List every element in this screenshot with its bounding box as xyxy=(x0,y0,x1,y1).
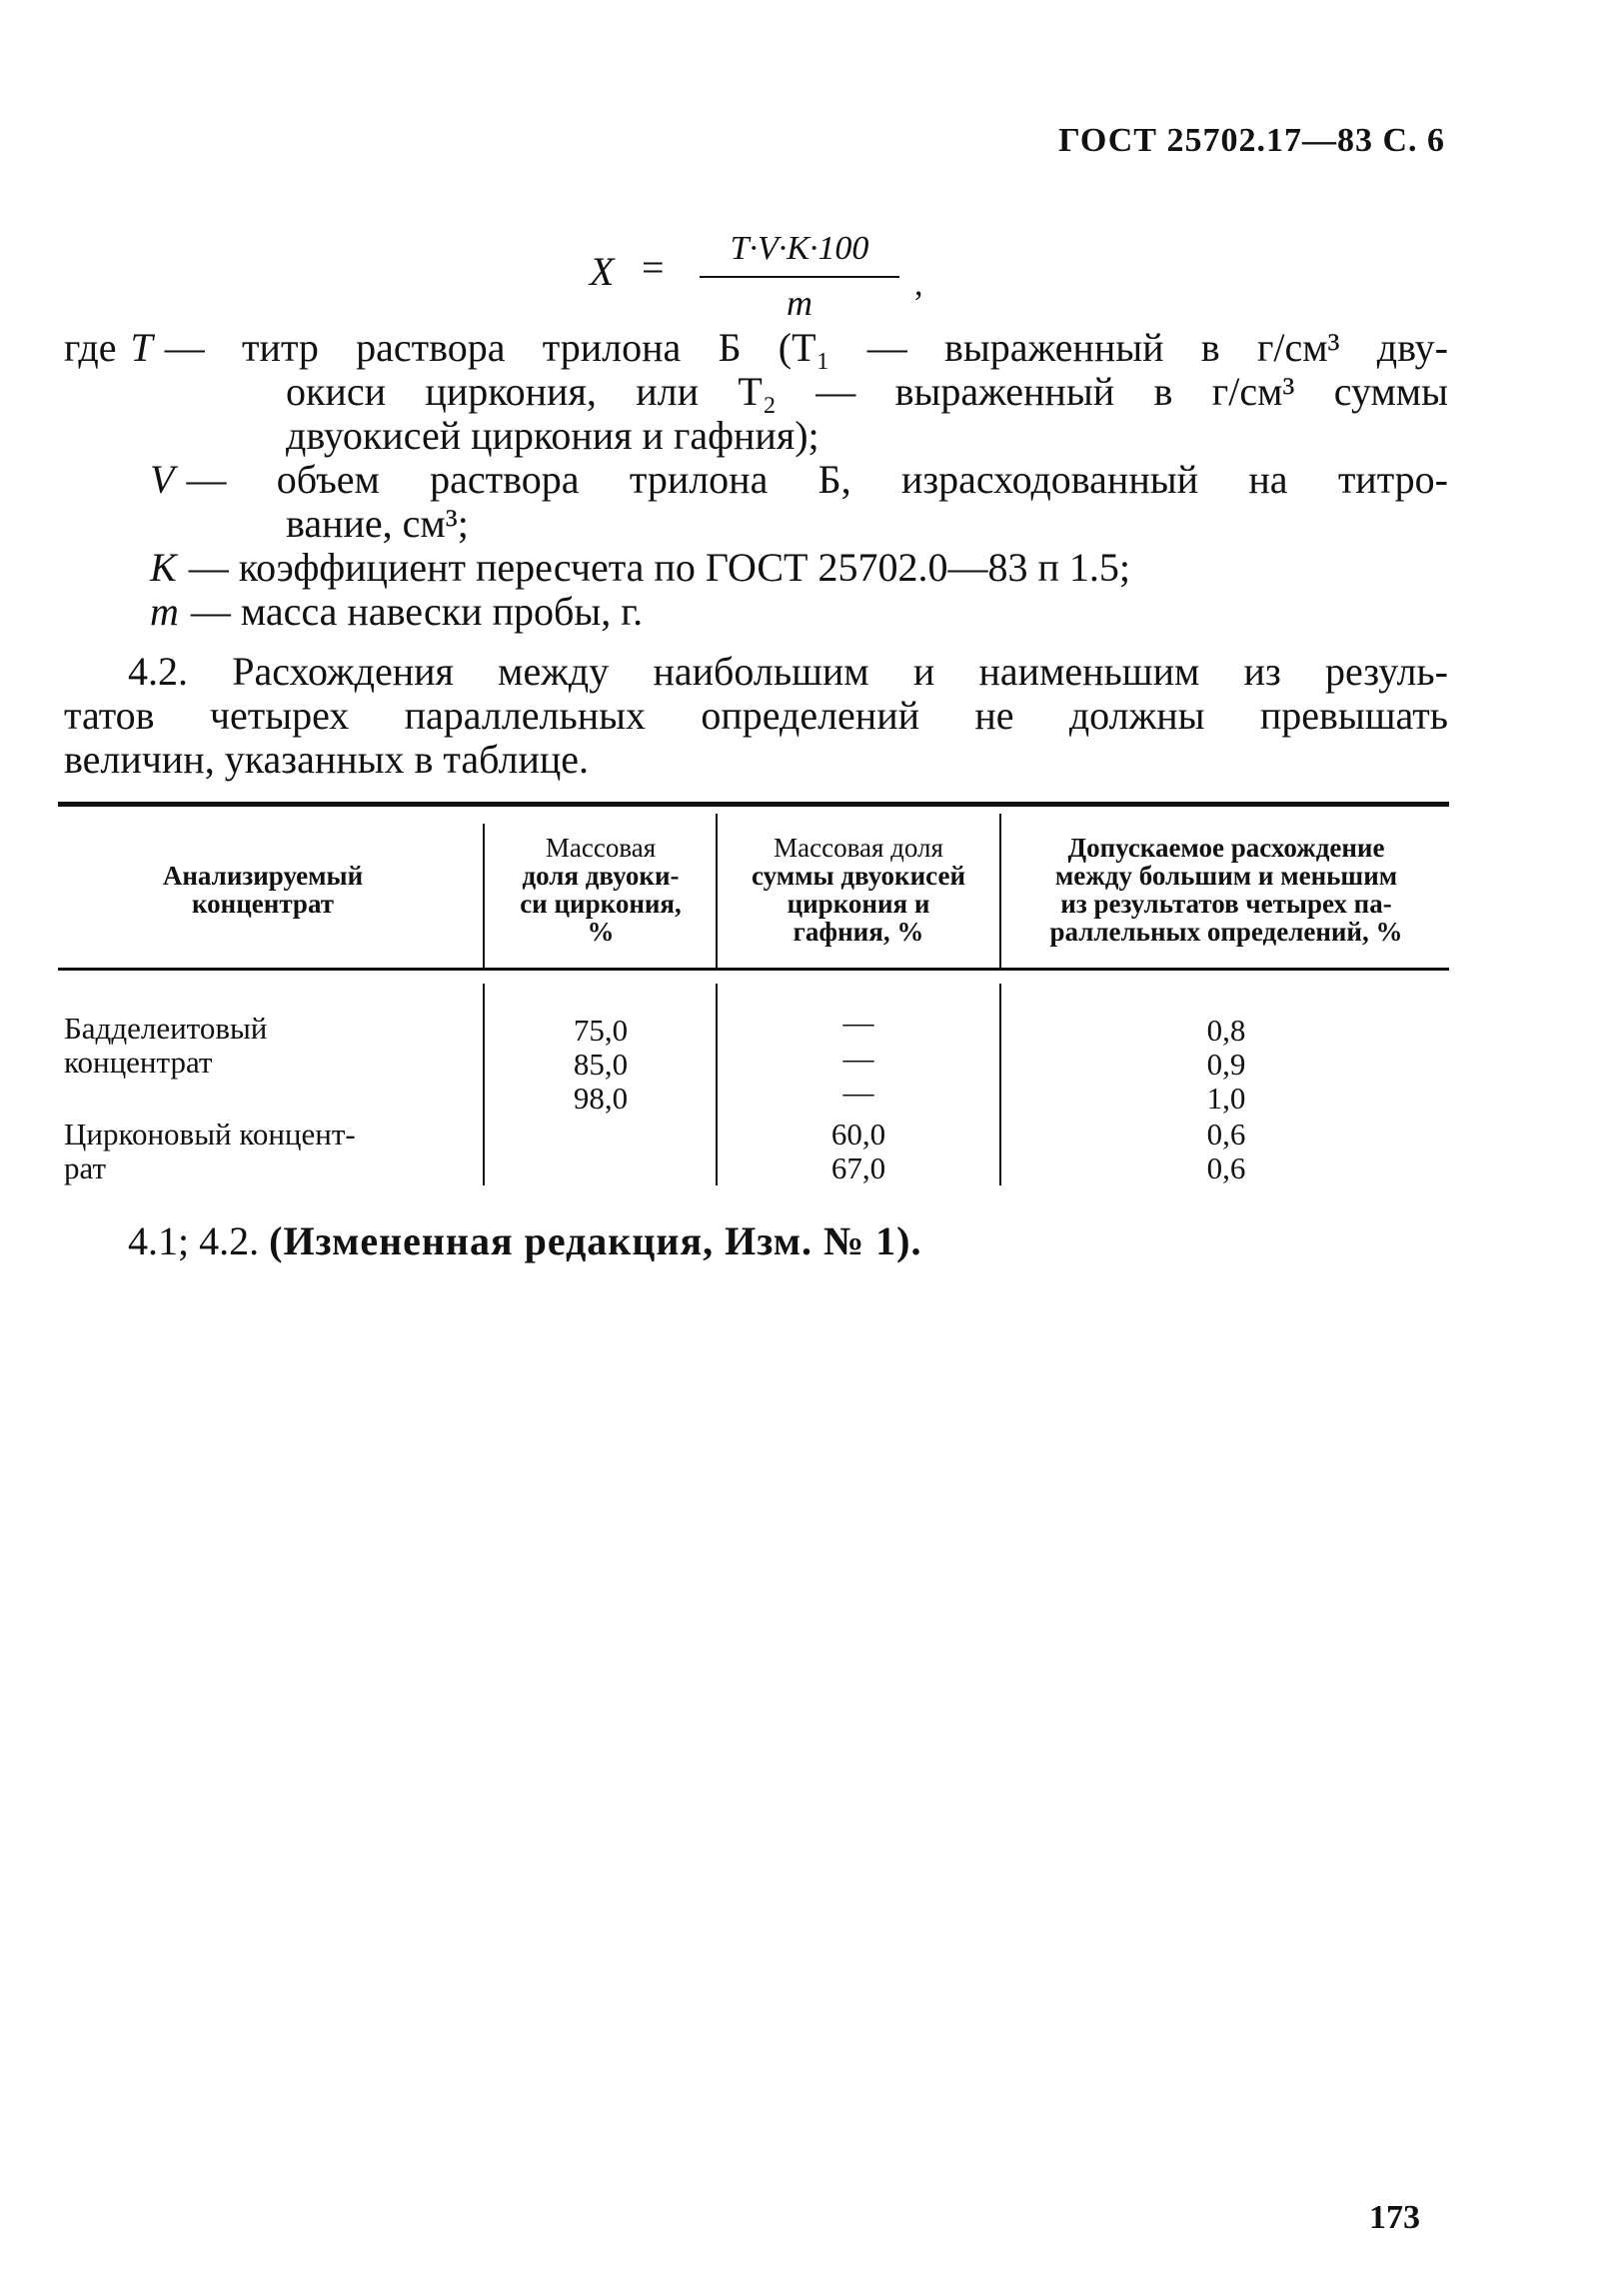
paragraph-line: татов четырех параллельных определений не должны превышать xyxy=(64,693,1448,738)
note-prefix: 4.1; 4.2. xyxy=(128,1218,260,1263)
cell-zr: 75,0 xyxy=(573,1013,629,1048)
definition-line: двуокисей циркония и гафния); xyxy=(286,413,819,458)
table-top-rule xyxy=(58,802,1449,807)
cell-zr: 98,0 xyxy=(573,1081,629,1116)
paragraph-line: 4.2. Расхождения между наибольшим и наименьшим из резуль- xyxy=(128,649,1448,694)
column-divider xyxy=(999,814,1001,969)
cell-diff: 0,9 xyxy=(1206,1047,1246,1082)
header-line: концентрат xyxy=(191,889,335,919)
cell-diff: 1,0 xyxy=(1206,1081,1246,1116)
cell-sum: — xyxy=(842,1075,874,1110)
definition-line: окиси циркония, или T₂ — выраженный в г/см³ суммы xyxy=(286,369,1448,414)
cell-sum: 60,0 xyxy=(830,1117,886,1151)
definition-line: вание, см³; xyxy=(286,501,469,546)
header-line: суммы двуокисей xyxy=(752,861,965,891)
cell-sum: 67,0 xyxy=(830,1150,886,1185)
header-line: гафния, % xyxy=(793,917,924,947)
definition-line: — объем раствора трилона Б, израсходованный на титро- xyxy=(186,457,1448,502)
definition-symbol: V xyxy=(150,457,175,502)
note-bold: (Измененная редакция, Изм. № 1). xyxy=(269,1218,922,1263)
definition-line: — титр раствора трилона Б (T₁ — выраженный в г/см³ дву- xyxy=(164,325,1448,370)
header-line: раллельных определений, % xyxy=(1049,917,1403,947)
header-sum-fraction xyxy=(720,834,997,946)
cell-sum: — xyxy=(842,1005,874,1040)
cell-zr: 85,0 xyxy=(573,1047,629,1082)
definition-symbol: m xyxy=(150,589,179,634)
definition-lead: где xyxy=(64,325,117,370)
formula-lhs: X xyxy=(590,249,615,294)
cell-diff: 0,6 xyxy=(1206,1117,1246,1151)
header-line: Массовая xyxy=(545,833,657,863)
definition-k xyxy=(150,546,1448,590)
definitions xyxy=(64,326,1448,634)
header-line: между большим и меньшим xyxy=(1054,861,1398,891)
header-line: доля двуоки- xyxy=(522,861,680,891)
definition-m xyxy=(150,590,1448,634)
paragraph-4-2 xyxy=(64,650,1448,782)
definition-line: — коэффициент пересчета по ГОСТ 25702.0—83 п 1.5; xyxy=(188,545,1130,590)
cell-sum: — xyxy=(842,1041,874,1076)
amendment-note xyxy=(128,1217,921,1264)
definition-t xyxy=(64,326,1448,458)
header-line: Массовая доля xyxy=(774,833,943,863)
header-line: Анализируемый xyxy=(162,861,364,891)
table-header-rule xyxy=(58,968,1449,971)
header-zr-fraction xyxy=(490,834,712,946)
formula-numerator: T·V·K·100 xyxy=(730,230,869,267)
header-line: Допускаемое расхождение xyxy=(1067,833,1385,863)
definition-symbol: K xyxy=(150,545,177,590)
definition-v xyxy=(64,458,1448,546)
cell-diff: 0,6 xyxy=(1206,1150,1246,1185)
definition-symbol: T xyxy=(130,325,153,370)
header-line: циркония и xyxy=(787,889,930,919)
formula-comma: , xyxy=(914,266,923,303)
header-line: из результатов четырех па- xyxy=(1060,889,1392,919)
formula-denominator: m xyxy=(787,283,812,323)
definition-line: — масса навески пробы, г. xyxy=(190,589,644,634)
column-divider xyxy=(999,984,1001,1185)
formula xyxy=(590,230,1009,330)
paragraph-line: величин, указанных в таблице. xyxy=(64,737,590,782)
column-divider xyxy=(483,984,485,1185)
header-line: си циркония, xyxy=(520,889,682,919)
column-divider xyxy=(716,814,718,969)
cell-name: концентрат xyxy=(64,1045,213,1080)
formula-equals: = xyxy=(642,245,665,290)
cell-name: Цирконовый концент- xyxy=(64,1117,356,1151)
cell-name: Бадделеитовый xyxy=(64,1011,268,1046)
column-divider xyxy=(483,824,485,969)
fraction-bar xyxy=(700,276,899,278)
header-allowed-difference xyxy=(1003,834,1449,946)
column-divider xyxy=(716,984,718,1185)
cell-name: рат xyxy=(64,1150,107,1185)
page-number: 173 xyxy=(1369,2199,1420,2236)
cell-diff: 0,8 xyxy=(1206,1013,1246,1048)
header-line: % xyxy=(587,917,615,947)
page-header: ГОСТ 25702.17—83 С. 6 xyxy=(1058,122,1445,159)
header-analyzed-concentrate xyxy=(98,862,428,918)
